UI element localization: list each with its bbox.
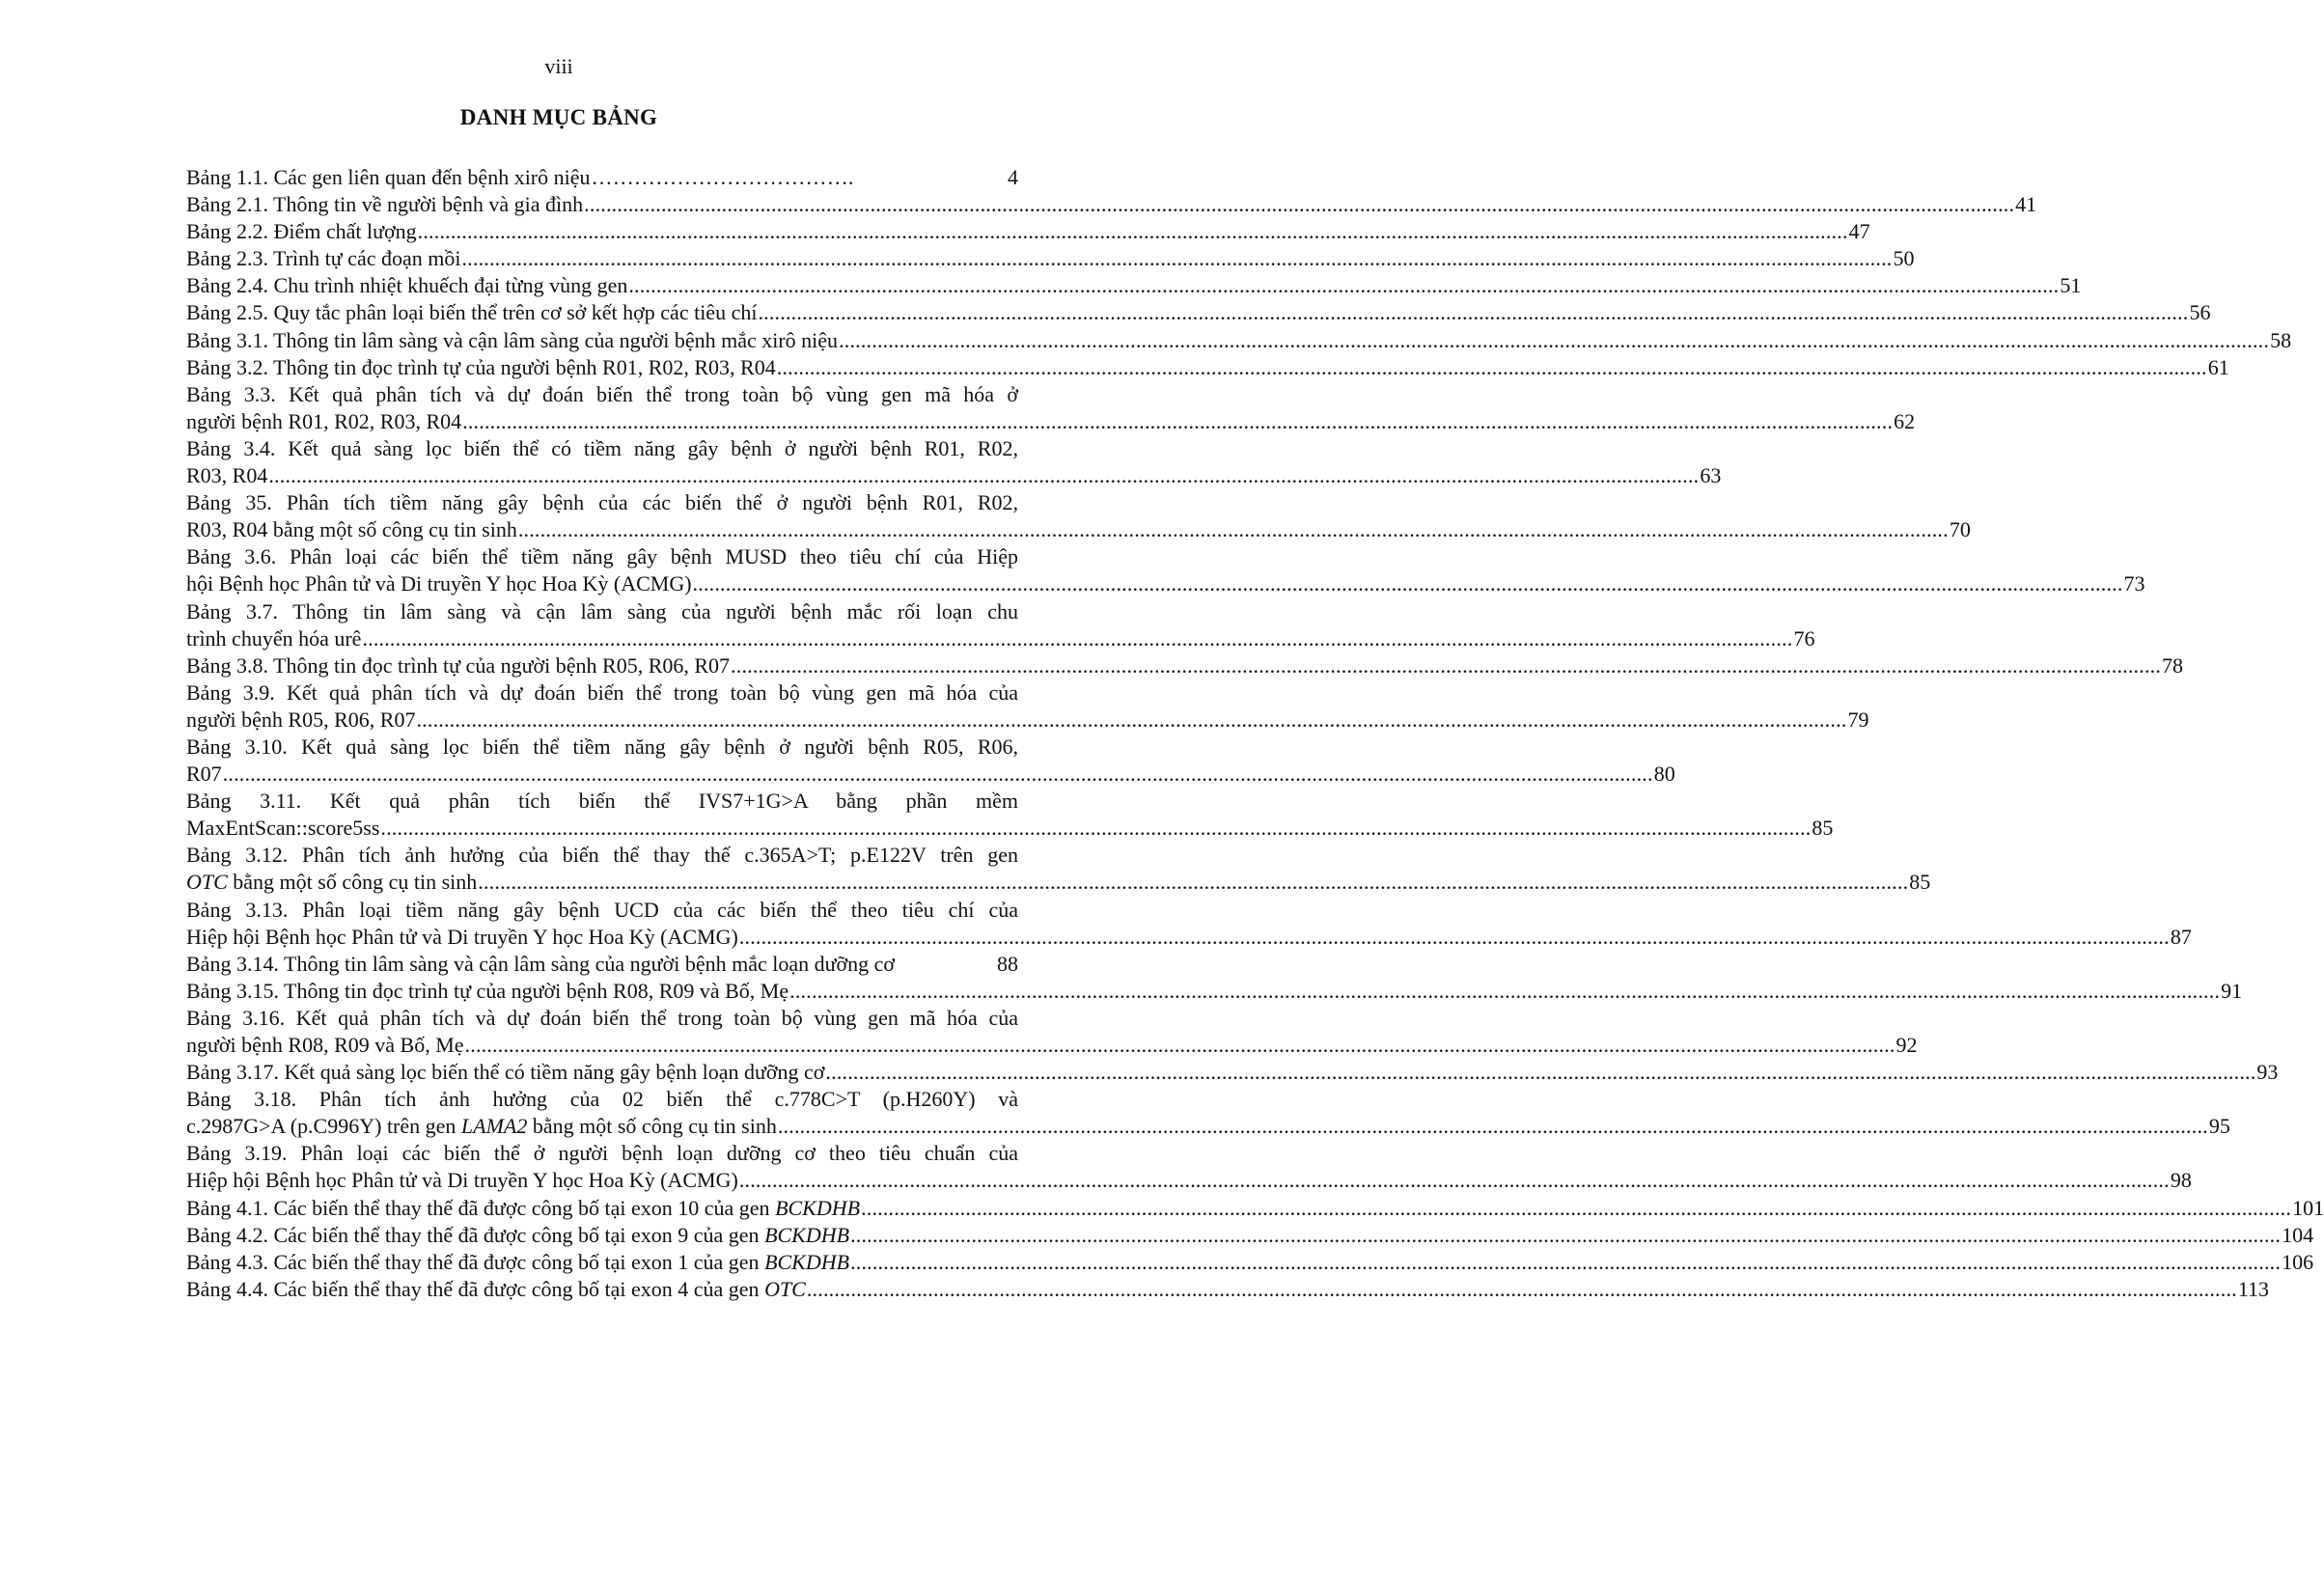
gene-name: LAMA2 <box>460 1114 528 1139</box>
toc-entry[interactable] <box>186 897 2192 951</box>
page-ref: 85 <box>1812 816 1834 841</box>
toc-entry-line <box>186 462 1722 489</box>
toc-entry-line <box>186 707 1869 734</box>
dot-leader: .................................................................................................................................................................................................................................................................... <box>464 1033 1895 1057</box>
toc-entry-line <box>186 1032 1918 1059</box>
dot-leader: .................................................................................................................................................................................................................................................................... <box>584 192 2015 217</box>
toc-entry-line <box>186 245 1915 272</box>
page-ref: 88 <box>997 951 1018 976</box>
toc-entry-line <box>186 734 1018 761</box>
toc-entry[interactable] <box>186 1276 2270 1303</box>
page-ref: 56 <box>2189 300 2211 325</box>
toc-entry-text: người bệnh R05, R06, R07 <box>186 707 416 732</box>
page-ref: 113 <box>2237 1276 2270 1301</box>
toc-entry-text: hội Bệnh học Phân tử và Di truyền Y học Hoa Kỳ (ACMG) <box>186 571 692 596</box>
dot-leader: .................................................................................................................................................................................................................................................................... <box>628 273 2060 298</box>
toc-entry-text: Bảng 4.4. Các biến thể thay thế đã được công bố tại exon 4 của gen OTC <box>186 1276 806 1301</box>
toc-entry[interactable] <box>186 652 2184 679</box>
toc-entry-text: Bảng 3.14. Thông tin lâm sàng và cận lâm sàng của người bệnh mắc loạn dưỡng cơ <box>186 951 896 976</box>
dot-leader: .................................................................................................................................................................................................................................................................... <box>417 219 1848 244</box>
toc-entry-line <box>186 815 1834 842</box>
toc-entry-line <box>186 625 1815 652</box>
toc-entry[interactable] <box>186 218 1870 245</box>
toc-entry[interactable] <box>186 191 2037 218</box>
toc-entry-line <box>186 272 2082 299</box>
toc-entry[interactable] <box>186 1140 2192 1194</box>
toc-entry-line <box>186 435 1018 462</box>
toc-entry[interactable] <box>186 381 1916 435</box>
dot-leader: .................................................................................................................................................................................................................................................................... <box>806 1276 2237 1301</box>
toc-entry[interactable] <box>186 1222 2314 1249</box>
toc-entry-text: Bảng 3.18. Phân tích ảnh hưởng của 02 biến thể c.778C>T (p.H260Y) và <box>186 1087 1018 1112</box>
toc-entry-line <box>186 951 1018 978</box>
page-ref: 4 <box>1008 165 1018 189</box>
toc-entry[interactable] <box>186 598 1815 652</box>
toc-entry-text: Hiệp hội Bệnh học Phân tử và Di truyền Y học Hoa Kỳ (ACMG) <box>186 1168 738 1193</box>
toc-entry-line <box>186 598 1018 625</box>
toc-entry-text: Bảng 3.19. Phân loại các biến thể ở người bệnh loạn dưỡng cơ theo tiêu chuẩn của <box>186 1141 1018 1166</box>
toc-entry-line <box>186 924 2192 951</box>
dot-leader: .................................................................................................................................................................................................................................................................... <box>758 300 2189 325</box>
toc-entry-text: MaxEntScan::score5ss <box>186 816 380 841</box>
toc-entry-text: người bệnh R01, R02, R03, R04 <box>186 408 462 433</box>
toc-entry-line <box>186 1059 2279 1086</box>
dot-leader: .................................................................................................................................................................................................................................................................... <box>461 246 1893 271</box>
page-ref: 85 <box>1909 870 1931 895</box>
page-ref: 92 <box>1895 1033 1918 1057</box>
toc-entry-line <box>186 408 1916 435</box>
toc-entry[interactable] <box>186 299 2211 326</box>
table-list <box>186 164 2324 1303</box>
toc-entry[interactable] <box>186 1086 2230 1140</box>
toc-entry[interactable] <box>186 788 1834 842</box>
toc-entry-line <box>186 679 1018 707</box>
dot-leader: .................................................................................................................................................................................................................................................................... <box>825 1060 2256 1085</box>
dot-leader: .................................................................................................................................................................................................................................................................... <box>478 870 1909 895</box>
toc-entry[interactable] <box>186 1005 1918 1059</box>
dot-leader: .................................................................................................................................................................................................................................................................... <box>861 1195 2292 1220</box>
page-number: viii <box>544 54 573 78</box>
gene-name: BCKDHB <box>764 1249 850 1274</box>
page-ref: 91 <box>2221 978 2243 1003</box>
toc-entry-line <box>186 218 1870 245</box>
page-ref: 58 <box>2270 327 2292 352</box>
toc-entry-text: trình chuyển hóa urê <box>186 625 362 651</box>
toc-entry[interactable] <box>186 354 2229 381</box>
toc-entry-text: Bảng 3.1. Thông tin lâm sàng và cận lâm sàng của người bệnh mắc xirô niệu <box>186 327 839 352</box>
toc-entry[interactable] <box>186 978 2243 1005</box>
toc-entry-line <box>186 516 1971 543</box>
toc-entry[interactable] <box>186 951 1018 978</box>
dot-leader: .................................................................................................................................................................................................................................................................... <box>692 571 2123 596</box>
dot-leader: .................................................................................................................................................................................................................................................................... <box>777 1114 2208 1139</box>
toc-entry-text: Bảng 4.2. Các biến thể thay thế đã được công bố tại exon 9 của gen BCKDHB <box>186 1222 850 1247</box>
toc-entry-text: Bảng 3.3. Kết quả phân tích và dự đoán biến thể trong toàn bộ vùng gen mã hóa ở <box>186 381 1018 406</box>
toc-entry-text: R03, R04 <box>186 463 268 488</box>
toc-entry-line <box>186 1249 2314 1276</box>
toc-entry[interactable] <box>186 543 2145 597</box>
toc-entry-line <box>186 652 2184 679</box>
toc-entry-text: OTC bằng một số công cụ tin sinh <box>186 870 478 895</box>
dot-leader: .................................................................................................................................................................................................................................................................... <box>789 978 2221 1003</box>
toc-entry[interactable] <box>186 245 1915 272</box>
dot-leader: .................................................................................................................................................................................................................................................................... <box>222 762 1653 787</box>
page-ref: 51 <box>2060 273 2082 298</box>
toc-entry[interactable] <box>186 679 1869 734</box>
toc-entry-line <box>186 191 2037 218</box>
toc-entry-line <box>186 1195 2324 1222</box>
toc-entry-text: người bệnh R08, R09 và Bố, Mẹ <box>186 1033 464 1057</box>
toc-entry-text: Bảng 4.1. Các biến thể thay thế đã được công bố tại exon 10 của gen BCKDHB <box>186 1195 861 1220</box>
toc-entry-text: Bảng 2.1. Thông tin về người bệnh và gia đình <box>186 192 584 217</box>
page-ref: 70 <box>1949 517 1971 542</box>
toc-entry-text: Bảng 3.8. Thông tin đọc trình tự của người bệnh R05, R06, R07 <box>186 652 731 678</box>
toc-entry-text: Bảng 3.15. Thông tin đọc trình tự của người bệnh R08, R09 và Bố, Mẹ <box>186 978 789 1003</box>
toc-entry-text: Bảng 3.6. Phân loại các biến thể tiềm năng gây bệnh MUSD theo tiêu chí của Hiệp <box>186 544 1018 569</box>
toc-entry[interactable] <box>186 734 1675 788</box>
page-ref: 61 <box>2207 354 2229 379</box>
toc-entry-line <box>186 1005 1018 1032</box>
dot-leader: .................................................................................................................................................................................................................................................................... <box>839 327 2270 352</box>
toc-entry[interactable] <box>186 1195 2324 1222</box>
page-ref: 87 <box>2170 924 2192 949</box>
gene-name: BCKDHB <box>764 1222 850 1247</box>
toc-entry-line <box>186 327 2292 354</box>
page-ref: 50 <box>1893 246 1915 271</box>
dot-leader: .................................................................................................................................................................................................................................................................... <box>517 517 1949 542</box>
page-ref: 62 <box>1894 408 1916 433</box>
toc-entry-line <box>186 570 2145 597</box>
toc-entry-text: Bảng 3.10. Kết quả sàng lọc biến thể tiềm năng gây bệnh ở người bệnh R05, R06, <box>186 734 1018 759</box>
toc-entry-line <box>186 869 1931 896</box>
toc-entry[interactable] <box>186 164 1018 191</box>
page-ref: 95 <box>2208 1114 2230 1139</box>
gene-name: OTC <box>764 1276 806 1301</box>
dot-leader: .................................................................................................................................................................................................................................................................... <box>416 707 1847 732</box>
page-ref: 101 <box>2292 1195 2324 1220</box>
toc-entry-text: Bảng 3.17. Kết quả sàng lọc biến thể có tiềm năng gây bệnh loạn dưỡng cơ <box>186 1060 825 1085</box>
page-ref: 47 <box>1848 219 1870 244</box>
toc-entry-text: c.2987G>A (p.C996Y) trên gen LAMA2 bằng một số công cụ tin sinh <box>186 1114 777 1139</box>
toc-entry[interactable] <box>186 327 2292 354</box>
toc-entry-text: Bảng 2.3. Trình tự các đoạn mồi <box>186 246 461 271</box>
toc-entry-text: Bảng 3.13. Phân loại tiềm năng gây bệnh UCD của các biến thể theo tiêu chí của <box>186 897 1018 922</box>
toc-entry-line <box>186 299 2211 326</box>
dot-leader: .................................................................................................................................................................................................................................................................... <box>268 463 1700 488</box>
toc-entry-text: Bảng 3.11. Kết quả phân tích biến thể IVS7+1G>A bằng phần mềm <box>186 789 1018 814</box>
toc-entry[interactable] <box>186 842 1931 896</box>
page-ref: 76 <box>1793 625 1815 651</box>
toc-entry-text: Bảng 2.4. Chu trình nhiệt khuếch đại từng vùng gen <box>186 273 628 298</box>
toc-entry-line <box>186 788 1018 815</box>
toc-entry-line <box>186 543 1018 570</box>
dot-leader: .................................................................................................................................................................................................................................................................... <box>850 1222 2282 1247</box>
page-ref: 41 <box>2015 192 2037 217</box>
toc-entry-text: Bảng 3.16. Kết quả phân tích và dự đoán biến thể trong toàn bộ vùng gen mã hóa của <box>186 1005 1018 1030</box>
toc-entry-line <box>186 978 2243 1005</box>
toc-entry-text: Bảng 3.9. Kết quả phân tích và dự đoán biến thể trong toàn bộ vùng gen mã hóa của <box>186 679 1018 705</box>
toc-entry-text: R07 <box>186 762 222 787</box>
toc-entry-line <box>186 164 1018 191</box>
dot-leader: .................................................................................................................................................................................................................................................................... <box>738 924 2170 949</box>
dot-leader: .................................................................................................................................................................................................................................................................... <box>462 408 1894 433</box>
dot-leader: .................................................................................................................................................................................................................................................................... <box>362 625 1793 651</box>
toc-entry-line <box>186 489 1018 516</box>
toc-entry[interactable] <box>186 272 2082 299</box>
toc-entry-text: Bảng 35. Phân tích tiềm năng gây bệnh của các biến thể ở người bệnh R01, R02, <box>186 490 1018 515</box>
gene-name: OTC <box>186 870 228 895</box>
toc-entry-text: Bảng 3.2. Thông tin đọc trình tự của người bệnh R01, R02, R03, R04 <box>186 354 776 379</box>
toc-entry-text: Bảng 2.2. Điểm chất lượng <box>186 219 417 244</box>
page-ref: 80 <box>1653 762 1675 787</box>
dot-leader: .................................................................................................................................................................................................................................................................... <box>738 1168 2170 1193</box>
page-ref: 73 <box>2123 571 2145 596</box>
toc-entry-line <box>186 354 2229 381</box>
toc-entry-line <box>186 1276 2270 1303</box>
page-ref: 104 <box>2282 1222 2314 1247</box>
page-ref: 106 <box>2282 1249 2314 1274</box>
toc-entry-line <box>186 897 1018 924</box>
toc-entry-line <box>186 1222 2314 1249</box>
page-ref: 78 <box>2162 652 2184 678</box>
page-ref: 93 <box>2256 1060 2279 1085</box>
toc-entry-text: R03, R04 bằng một số công cụ tin sinh <box>186 517 517 542</box>
toc-entry-line <box>186 1086 1018 1113</box>
toc-entry[interactable] <box>186 435 1722 489</box>
toc-entry-text: Bảng 1.1. Các gen liên quan đến bệnh xirô niệu <box>186 165 591 189</box>
gene-name: BCKDHB <box>775 1195 861 1220</box>
dot-leader: ………………………………. <box>591 165 854 189</box>
toc-entry-text: Bảng 3.7. Thông tin lâm sàng và cận lâm sàng của người bệnh mắc rối loạn chu <box>186 598 1018 624</box>
dot-leader: .................................................................................................................................................................................................................................................................... <box>850 1249 2282 1274</box>
page-ref: 98 <box>2170 1168 2192 1193</box>
dot-leader: .................................................................................................................................................................................................................................................................... <box>731 652 2162 678</box>
page-title: DANH MỤC BẢNG <box>459 105 658 129</box>
toc-entry-text: Bảng 3.12. Phân tích ảnh hưởng của biến thể thay thế c.365A>T; p.E122V trên gen <box>186 843 1018 868</box>
toc-entry-line <box>186 761 1675 788</box>
dot-leader: .................................................................................................................................................................................................................................................................... <box>380 816 1812 841</box>
toc-entry-line <box>186 1167 2192 1194</box>
toc-entry[interactable] <box>186 1249 2314 1276</box>
toc-entry-line <box>186 1140 1018 1167</box>
toc-entry-text: Bảng 2.5. Quy tắc phân loại biến thể trên cơ sở kết hợp các tiêu chí <box>186 300 758 325</box>
page-ref: 63 <box>1700 463 1722 488</box>
toc-entry[interactable] <box>186 489 1971 543</box>
toc-entry-line <box>186 842 1018 869</box>
toc-entry-line <box>186 1113 2230 1140</box>
toc-entry-text: Bảng 4.3. Các biến thể thay thế đã được công bố tại exon 1 của gen BCKDHB <box>186 1249 850 1274</box>
page-ref: 79 <box>1847 707 1869 732</box>
dot-leader: .................................................................................................................................................................................................................................................................... <box>776 354 2207 379</box>
toc-entry[interactable] <box>186 1059 2279 1086</box>
toc-entry-line <box>186 381 1018 408</box>
toc-entry-text: Hiệp hội Bệnh học Phân tử và Di truyền Y học Hoa Kỳ (ACMG) <box>186 924 738 949</box>
toc-entry-text: Bảng 3.4. Kết quả sàng lọc biến thể có tiềm năng gây bệnh ở người bệnh R01, R02, <box>186 435 1018 460</box>
